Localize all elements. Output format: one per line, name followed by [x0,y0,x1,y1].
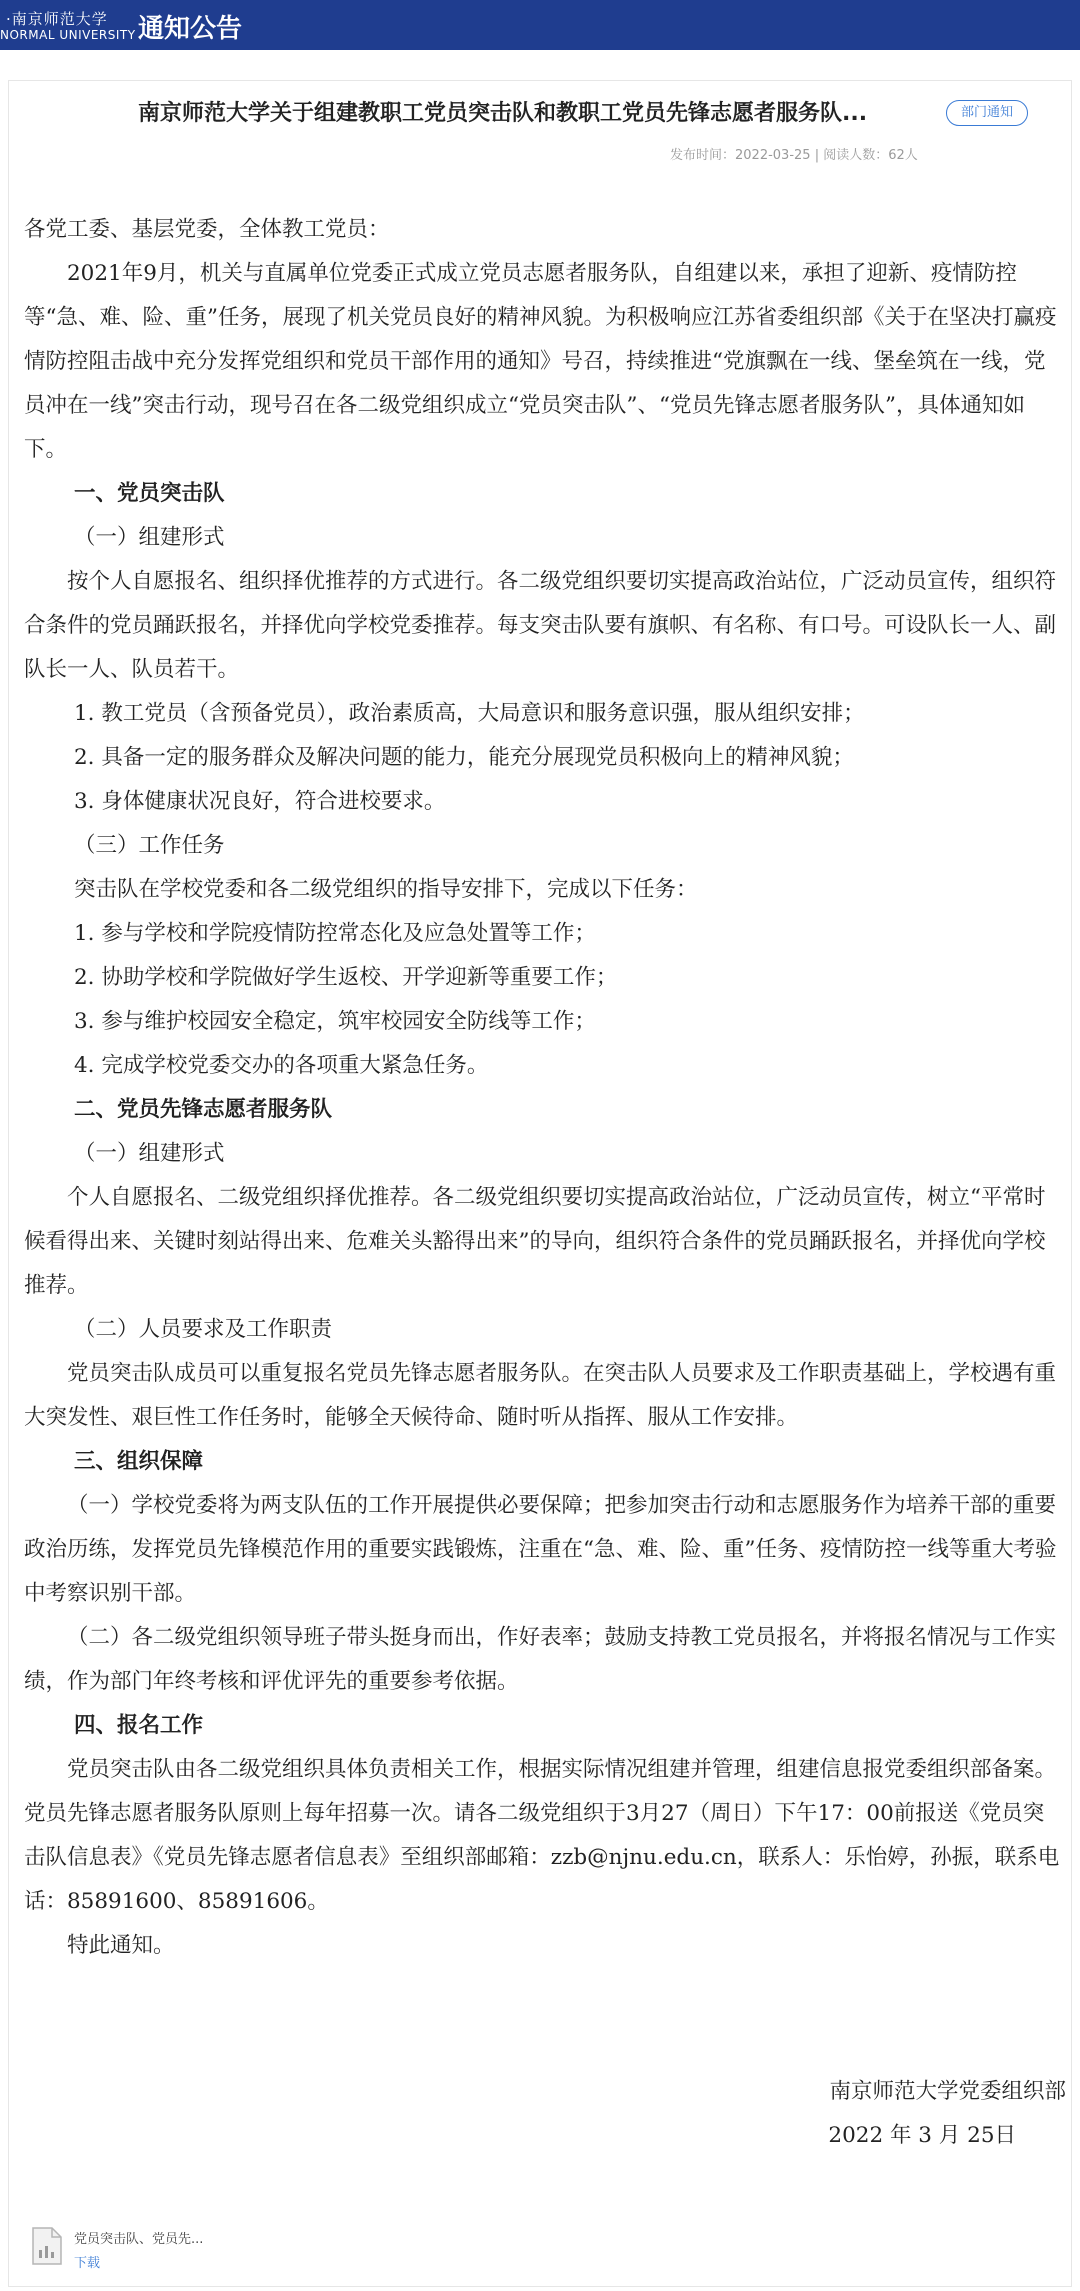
paragraph: 1. 教工党员（含预备党员），政治素质高，大局意识和服务意识强，服从组织安排； [74,701,865,726]
paragraph: （一）组建形式 [74,525,225,550]
paragraph: 1. 参与学校和学院疫情防控常态化及应急处置等工作； [74,921,596,946]
file-icon [30,2226,64,2266]
article-body [24,208,1064,1968]
section-heading: 四、报名工作 [74,1713,204,1738]
section-heading: 一、党员突击队 [74,481,225,506]
paragraph: （一）学校党委将为两支队伍的工作开展提供必要保障；把参加突击行动和志愿服务作为培养干部的重要政治历练，发挥党员先锋模范作用的重要实践锻炼，注重在“急、难、险、重”任务、疫情防控一线等重大考验中考察识别干部。 [24,1493,1057,1606]
reads-label: 阅读人数： [823,148,889,163]
paragraph: （一）组建形式 [74,1141,225,1166]
section-heading: 三、组织保障 [74,1449,204,1474]
attachment[interactable] [30,2222,360,2278]
category-badge[interactable]: 部门通知 [946,100,1028,126]
paragraph: 4. 完成学校党委交办的各项重大紧急任务。 [74,1053,489,1078]
logo-english-name: NORMAL UNIVERSITY [0,28,136,42]
university-logo[interactable] [0,2,136,46]
logo-chinese-name: ·南京师范大学 [6,10,108,28]
publish-label: 发布时间： [670,148,736,163]
signature-org: 南京师范大学党委组织部 [829,2079,1066,2104]
paragraph: 3. 身体健康状况良好，符合进校要求。 [74,789,446,814]
paragraph: 突击队在学校党委和各二级党组织的指导安排下，完成以下任务： [74,877,698,902]
paragraph: 2. 协助学校和学院做好学生返校、开学迎新等重要工作； [74,965,618,990]
publish-date: 2022-03-25 [735,148,811,163]
paragraph: 2021年9月，机关与直属单位党委正式成立党员志愿者服务队，自组建以来，承担了迎新、疫情防控等“急、难、险、重”任务，展现了机关党员良好的精神风貌。为积极响应江苏省委组织部《关于在坚决打赢疫情防控阻击战中充分发挥党组织和党员干部作用的通知》号召，持续推进“党旗飘在一线、堡垒筑在一线，党员冲在一线”突击行动，现号召在各二级党组织成立“党员突击队”、“党员先锋志愿者服务队”，具体通知如下。 [24,261,1057,462]
paragraph: （三）工作任务 [74,833,225,858]
paragraph: 党员突击队由各二级党组织具体负责相关工作，根据实际情况组建并管理，组建信息报党委组织部备案。党员先锋志愿者服务队原则上每年招募一次。请各二级党组织于3月27（周日）下午17：00前报送《党员突击队信息表》《党员先锋志愿者信息表》至组织部邮箱：zzb@njnu.edu.cn，联系人：乐怡婷，孙振，联系电话：85891600、85891606。 [24,1757,1060,1914]
article-meta [670,144,918,163]
attachment-name: 党员突击队、党员先... [74,2232,204,2247]
download-link[interactable]: 下载 [74,2256,101,2271]
paragraph: （二）人员要求及工作职责 [74,1317,333,1342]
paragraph: 按个人自愿报名、组织择优推荐的方式进行。各二级党组织要切实提高政治站位，广泛动员宣传，组织符合条件的党员踊跃报名，并择优向学校党委推荐。每支突击队要有旗帜、有名称、有口号。可设队长一人、副队长一人、队员若干。 [24,569,1057,682]
signature-date: 2022 年 3 月 25日 [828,2123,1016,2148]
article-title: 南京师范大学关于组建教职工党员突击队和教职工党员先锋志愿者服务队... [138,101,868,126]
paragraph: 2. 具备一定的服务群众及解决问题的能力，能充分展现党员积极向上的精神风貌； [74,745,854,770]
section-heading: 二、党员先锋志愿者服务队 [74,1097,333,1122]
top-header [0,0,1080,50]
meta-separator: | [810,148,824,163]
paragraph: 个人自愿报名、二级党组织择优推荐。各二级党组织要切实提高政治站位，广泛动员宣传，树立“平常时候看得出来、关键时刻站得出来、危难关头豁得出来”的导向，组织符合条件的党员踊跃报名，并择优向学校推荐。 [24,1185,1046,1298]
paragraph: （二）各二级党组织领导班子带头挺身而出，作好表率；鼓励支持教工党员报名，并将报名情况与工作实绩，作为部门年终考核和评优评先的重要参考依据。 [24,1625,1057,1694]
paragraph: 各党工委、基层党委，全体教工党员： [24,217,390,242]
reads-count: 62人 [888,148,918,163]
paragraph: 党员突击队成员可以重复报名党员先锋志愿者服务队。在突击队人员要求及工作职责基础上，学校遇有重大突发性、艰巨性工作任务时，能够全天候待命、随时听从指挥、服从工作安排。 [24,1361,1057,1430]
signature-block [828,2070,1066,2158]
paragraph: 特此通知。 [67,1933,175,1958]
paragraph: 3. 参与维护校园安全稳定，筑牢校园安全防线等工作； [74,1009,596,1034]
page-title: 通知公告 [138,14,243,44]
